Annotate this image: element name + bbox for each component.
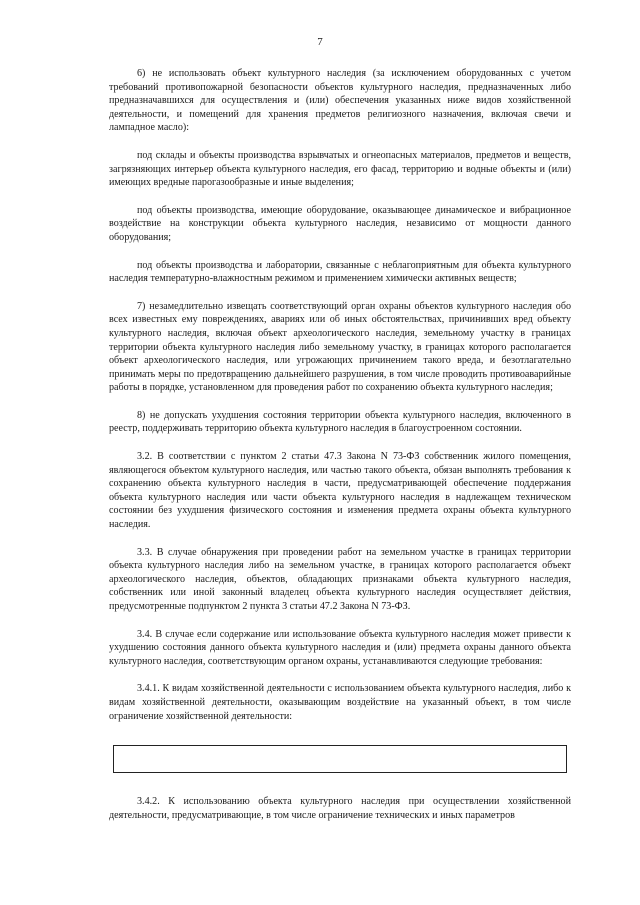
paragraph-3-2: 3.2. В соответствии с пунктом 2 статьи 47.3 Закона N 73-ФЗ собственник жилого помещения, являющегося объектом культурного наследия, или частью такого объекта, обязан выполнять требования к сохранению объекта культурного наследия в части, предусматривающей обеспечение поддержания объекта культурного наследия или части объекта культурного наследия в надлежащем техническом состоянии без ухудшения физического состояния и изменения предмета охраны объекта культурного наследия. xyxy=(109,451,571,531)
paragraph-3-4-2: 3.4.2. К использованию объекта культурного наследия при осуществлении хозяйственной деятельности, предусматривающие, в том числе ограничение технических и иных параметров xyxy=(109,796,571,821)
document-body xyxy=(109,67,571,822)
paragraph-6-laboratories: под объекты производства и лаборатории, связанные с неблагоприятным для объекта культурного наследия температурно-влажностным режимом и применением химически активных веществ; xyxy=(109,259,571,285)
page-number: 7 xyxy=(317,36,323,48)
empty-field-box xyxy=(113,745,567,773)
paragraph-6: 6) не использовать объект культурного наследия (за исключением оборудованных с учетом требований противопожарной безопасности объектов культурного наследия, предназначенных либо предназначавшихся для осуществления и (или) обеспечения указанных ниже видов хозяйственной деятельности, и помещений для хранения предметов религиозного назначения, включая свечи и лампадное масло): xyxy=(109,68,571,134)
paragraph-3-4: 3.4. В случае если содержание или использование объекта культурного наследия может привести к ухудшению состояния данного объекта культурного наследия и (или) предмета охраны данного объекта культурного наследия, соответствующим органом охраны, устанавливаются следующие требования: xyxy=(109,628,571,667)
paragraph-7: 7) незамедлительно извещать соответствующий орган охраны объектов культурного наследия обо всех известных ему повреждениях, авариях или об иных обстоятельствах, причинивших вред объекту культурного наследия, включая объект археологического наследия, земельному участку в границах территории объекта культурного наследия либо земельному участку, в границах которого располагается объект археологического наследия, или угрожающих причинением такого вреда, и безотлагательно принимать меры по предотвращению дальнейшего разрушения, в том числе проводить противоаварийные работы в порядке, установленном для проведения работ по сохранению объекта культурного наследия; xyxy=(109,300,571,394)
paragraph-6-production: под объекты производства, имеющие оборудование, оказывающее динамическое и вибрационное воздействие на конструкции объекта культурного наследия, независимо от мощности данного оборудования; xyxy=(109,204,571,243)
paragraph-3-3: 3.3. В случае обнаружения при проведении работ на земельном участке в границах территории объекта культурного наследия либо на земельном участке, в границах которого располагается объект археологического наследия, объектов, обладающих признаками объекта культурного наследия, собственник или иной законный владелец объекта культурного наследия осуществляет действия, предусмотренные подпунктом 2 пункта 3 статьи 47.2 Закона N 73-ФЗ. xyxy=(109,546,571,612)
paragraph-8: 8) не допускать ухудшения состояния территории объекта культурного наследия, включенного в реестр, поддерживать территорию объекта культурного наследия в благоустроенном состоянии. xyxy=(109,409,571,435)
paragraph-6-warehouses: под склады и объекты производства взрывчатых и огнеопасных материалов, предметов и веществ, загрязняющих интерьер объекта культурного наследия, его фасад, территорию и водные объекты и (или) имеющих вредные парогазообразные и иные выделения; xyxy=(109,149,571,189)
paragraph-3-4-1: 3.4.1. К видам хозяйственной деятельности с использованием объекта культурного наследия, либо к видам хозяйственной деятельности, оказывающим воздействие на указанный объект, в том числе ограничение хозяйственной деятельности: xyxy=(109,683,571,722)
